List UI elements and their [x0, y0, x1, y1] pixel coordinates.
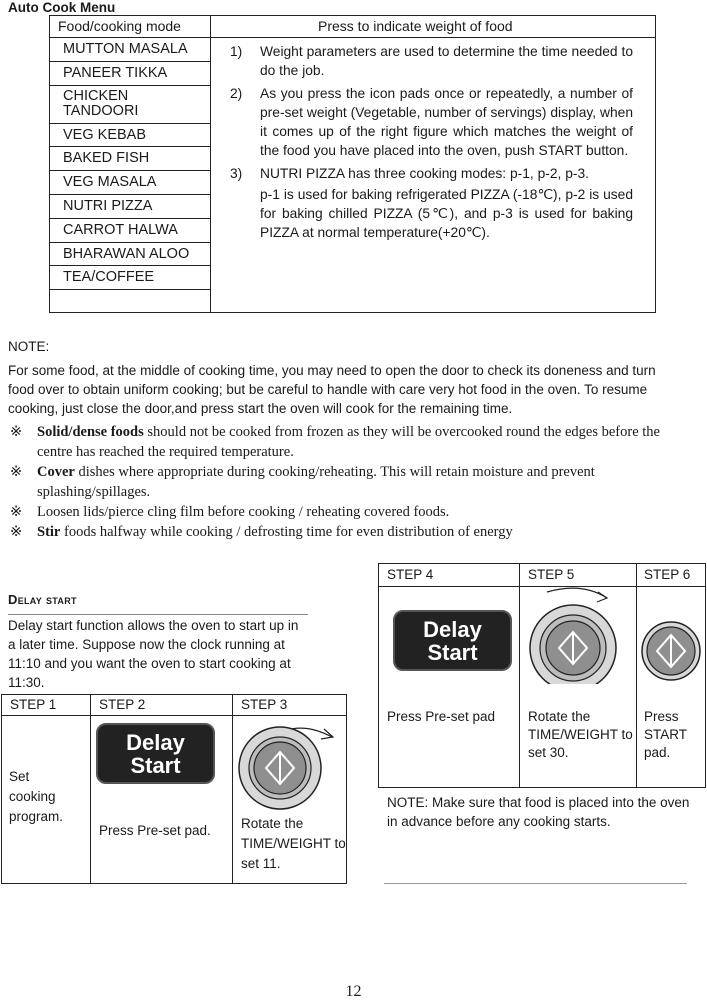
instruction-item: [218, 164, 633, 183]
food-label: CHICKEN TANDOORI: [63, 87, 139, 120]
time-weight-knob-icon: [236, 721, 336, 811]
food-row: PANEER TIKKA: [50, 62, 210, 86]
bullet-mark-icon: ※: [10, 504, 23, 520]
food-row: VEG MASALA: [50, 171, 210, 195]
bullet-mark-icon: ※: [10, 424, 23, 440]
instruction-text: p-1 is used for baking refrigerated PIZZA (-18℃), p-2 is used for baking chilled PIZZA (5℃), and p-3 is used for baking PIZZA at normal temperature(+20℃).: [260, 187, 633, 240]
step-text: Set cooking program.: [9, 769, 64, 824]
food-row: NUTRI PIZZA: [50, 195, 210, 219]
food-row: TEA/COFFEE: [50, 266, 210, 290]
step-text: Rotate the TIME/WEIGHT to set 30.: [528, 709, 633, 760]
step-label: STEP 6: [644, 567, 691, 582]
divider: [384, 883, 687, 884]
step-text: Press Pre-set pad.: [99, 823, 211, 838]
bullet-item: [8, 502, 668, 522]
instruction-text: As you press the icon pads once or repeatedly, a number of pre-set weight (Vegetable, number of servings) display, when it comes up of the right figure which matches the weight of the food you have placed into the oven, push START button.: [260, 86, 633, 158]
button-line: Start: [427, 640, 478, 665]
bullet-text: should not be cooked from frozen as they will be overcooked round the edges before the centre has reached the required temperature.: [37, 424, 660, 460]
header-food: Food/cooking mode: [58, 18, 181, 34]
instruction-item: [218, 84, 633, 160]
delay-start-text: Delay start function allows the oven to start up in a later time. Suppose now the clock running at 11:10 and you want the oven to start cooking at 11:30.: [8, 618, 299, 690]
step-text: Press START pad.: [644, 709, 687, 760]
button-line: Delay: [423, 617, 482, 642]
bullet-bold: Stir: [37, 524, 61, 540]
step-label: STEP 3: [241, 697, 288, 712]
bullet-mark-icon: ※: [10, 524, 23, 540]
bullet-text: Loosen lids/pierce cling film before cooking / reheating covered foods.: [37, 504, 450, 520]
instruction-number: 1): [230, 44, 243, 59]
instruction-text: NUTRI PIZZA has three cooking modes: p-1, p-2, p-3.: [260, 166, 589, 181]
bullet-text: foods halfway while cooking / defrosting time for even distribution of energy: [60, 524, 513, 540]
note-text: For some food, at the middle of cooking time, you may need to open the door to check its doneness and turn food over to obtain uniform cooking; but be careful to handle with care very hot food in the oven. To resume cooking, just close the door,and press start the oven will cook for the remaining time.: [8, 363, 656, 416]
step-label: STEP 4: [387, 567, 434, 582]
bullet-item: [8, 462, 668, 502]
food-row: MUTTON MASALA: [50, 38, 210, 62]
step-label: STEP 5: [528, 567, 575, 582]
bullet-bold: Solid/dense foods: [37, 424, 144, 440]
food-row: BAKED FISH: [50, 147, 210, 171]
food-row: [50, 290, 210, 314]
delay-note: NOTE: Make sure that food is placed into the oven in advance before any cooking starts.: [387, 795, 690, 829]
steps-table-right: [378, 563, 706, 788]
step-label: STEP 1: [10, 697, 57, 712]
food-row: [50, 86, 210, 124]
divider: [8, 614, 308, 615]
delay-start-button: [96, 723, 215, 784]
food-row: BHARAWAN ALOO: [50, 243, 210, 267]
note-label: NOTE:: [8, 339, 50, 354]
food-list: [50, 38, 210, 314]
food-row: VEG KEBAB: [50, 124, 210, 148]
delay-start-title: Delay start: [8, 592, 77, 607]
instruction-number: 3): [230, 166, 243, 181]
instructions: [218, 42, 633, 246]
steps-table-left: [1, 694, 347, 884]
start-button-icon: [640, 620, 702, 682]
delay-start-button: [393, 610, 512, 671]
step-text: Press Pre-set pad: [387, 709, 496, 724]
auto-cook-table: [49, 15, 656, 313]
header-press: Press to indicate weight of food: [318, 18, 513, 34]
button-line: Start: [130, 753, 181, 778]
step-text: Rotate the TIME/WEIGHT to set 11.: [241, 816, 346, 871]
bullet-mark-icon: ※: [10, 464, 23, 480]
page-number: 12: [345, 983, 362, 1000]
instruction-text: Weight parameters are used to determine the time needed to do the job.: [260, 44, 633, 78]
page-title: Auto Cook Menu: [8, 0, 116, 15]
bullet-item: [8, 422, 668, 462]
bullet-bold: Cover: [37, 464, 75, 480]
instruction-number: 2): [230, 86, 243, 101]
button-line: Delay: [126, 730, 185, 755]
bullet-text: dishes where appropriate during cooking/reheating. This will retain moisture and prevent splashing/spillages.: [37, 464, 595, 500]
bullet-item: [8, 522, 668, 542]
instruction-item: [218, 42, 633, 80]
food-row: CARROT HALWA: [50, 219, 210, 243]
instruction-item: [218, 185, 633, 242]
step-label: STEP 2: [99, 697, 146, 712]
note-bullets: [8, 422, 668, 542]
time-weight-knob-icon: [527, 584, 632, 684]
